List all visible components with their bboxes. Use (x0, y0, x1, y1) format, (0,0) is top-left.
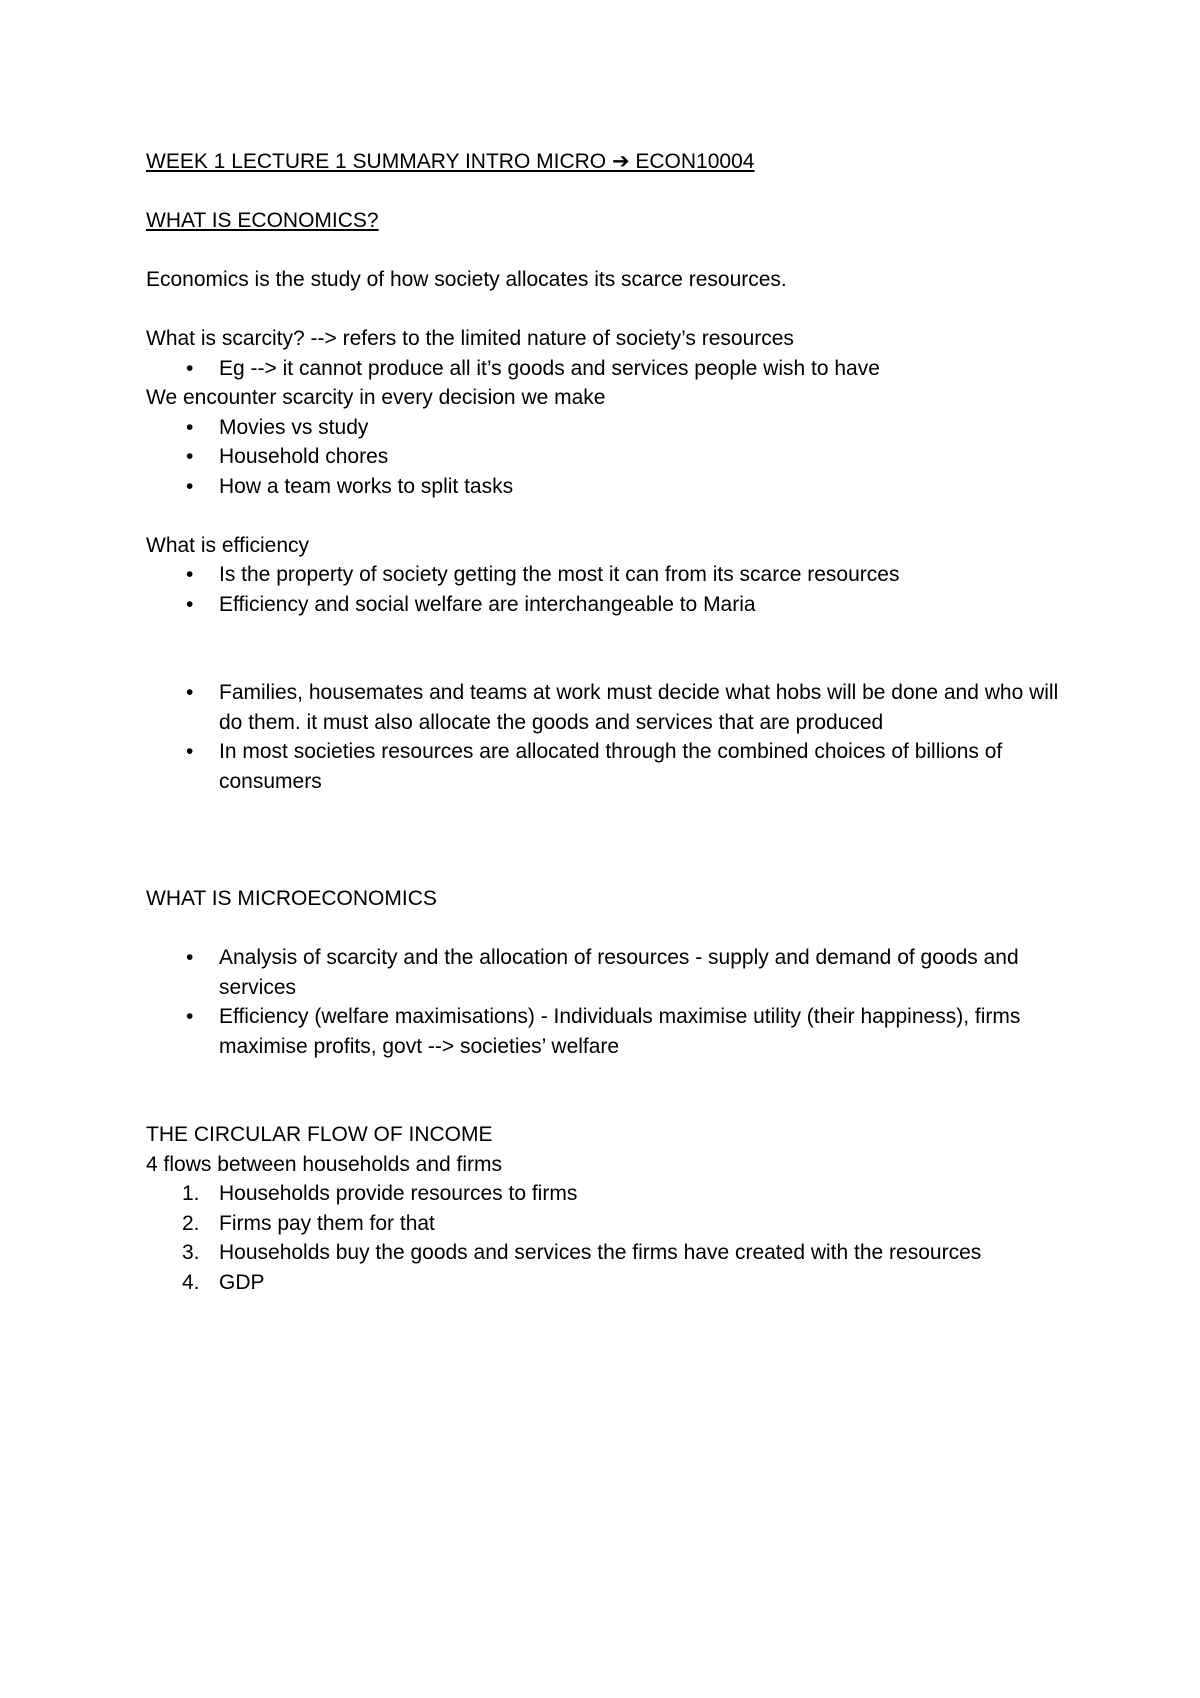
circular-flow-list (146, 1179, 1066, 1297)
number-marker: 1. (182, 1182, 200, 1205)
list-item: • Eg --> it cannot produce all it’s goods and services people wish to have (146, 354, 1066, 384)
document-page (146, 147, 1066, 1297)
micro-list (146, 943, 1066, 1061)
scarcity-question: What is scarcity? --> refers to the limited nature of society’s resources (146, 327, 794, 350)
list-item: • In most societies resources are allocated through the combined choices of billions of consumers (146, 737, 1079, 796)
efficiency-list (146, 560, 1066, 619)
encounter-line: We encounter scarcity in every decision we make (146, 386, 606, 409)
list-item: 4. GDP (146, 1268, 1066, 1298)
number-marker: 4. (182, 1270, 200, 1294)
list-item: • Analysis of scarcity and the allocation of resources - supply and demand of goods and services (146, 943, 1079, 1002)
allocation-list (146, 678, 1066, 796)
bullet-marker: • (186, 356, 194, 380)
heading-circular-flow: THE CIRCULAR FLOW OF INCOME (146, 1123, 493, 1146)
number-marker: 3. (182, 1241, 200, 1264)
bullet-marker: • (186, 740, 194, 763)
list-item: 1. Households provide resources to firms (146, 1179, 1066, 1209)
document-title: WEEK 1 LECTURE 1 SUMMARY INTRO MICRO ➔ ECON10004 (146, 150, 755, 173)
bullet-marker: • (186, 1005, 194, 1028)
circular-flow-intro: 4 flows between households and firms (146, 1152, 503, 1176)
list-item: • Efficiency and social welfare are interchangeable to Maria (146, 590, 1066, 620)
bullet-marker: • (186, 445, 194, 468)
bullet-marker: • (186, 946, 194, 969)
bullet-marker: • (186, 415, 194, 439)
bullet-marker: • (186, 474, 194, 498)
list-item: • Is the property of society getting the most it can from its scarce resources (146, 560, 1066, 590)
list-item: 3. Households buy the goods and services the firms have created with the resources (146, 1238, 1066, 1268)
bullet-marker: • (186, 563, 194, 586)
list-item: • How a team works to split tasks (146, 472, 1066, 502)
list-item: • Movies vs study (146, 413, 1066, 443)
heading-what-is-microeconomics: WHAT IS MICROECONOMICS (146, 887, 437, 910)
list-item: • Families, housemates and teams at work must decide what hobs will be done and who will do them. it must also allocate the goods and services that are produced (146, 678, 1079, 737)
encounter-list (146, 413, 1066, 502)
number-marker: 2. (182, 1211, 200, 1235)
list-item: • Household chores (146, 442, 1066, 472)
economics-definition: Economics is the study of how society allocates its scarce resources. (146, 268, 787, 291)
list-item: • Efficiency (welfare maximisations) - Individuals maximise utility (their happiness), firms maximise profits, govt --> societies’ welfare (146, 1002, 1079, 1061)
scarcity-list (146, 354, 1066, 384)
heading-what-is-economics: WHAT IS ECONOMICS? (146, 209, 379, 232)
bullet-marker: • (186, 592, 194, 616)
bullet-marker: • (186, 681, 194, 704)
list-item: 2. Firms pay them for that (146, 1209, 1066, 1239)
efficiency-question: What is efficiency (146, 533, 310, 557)
